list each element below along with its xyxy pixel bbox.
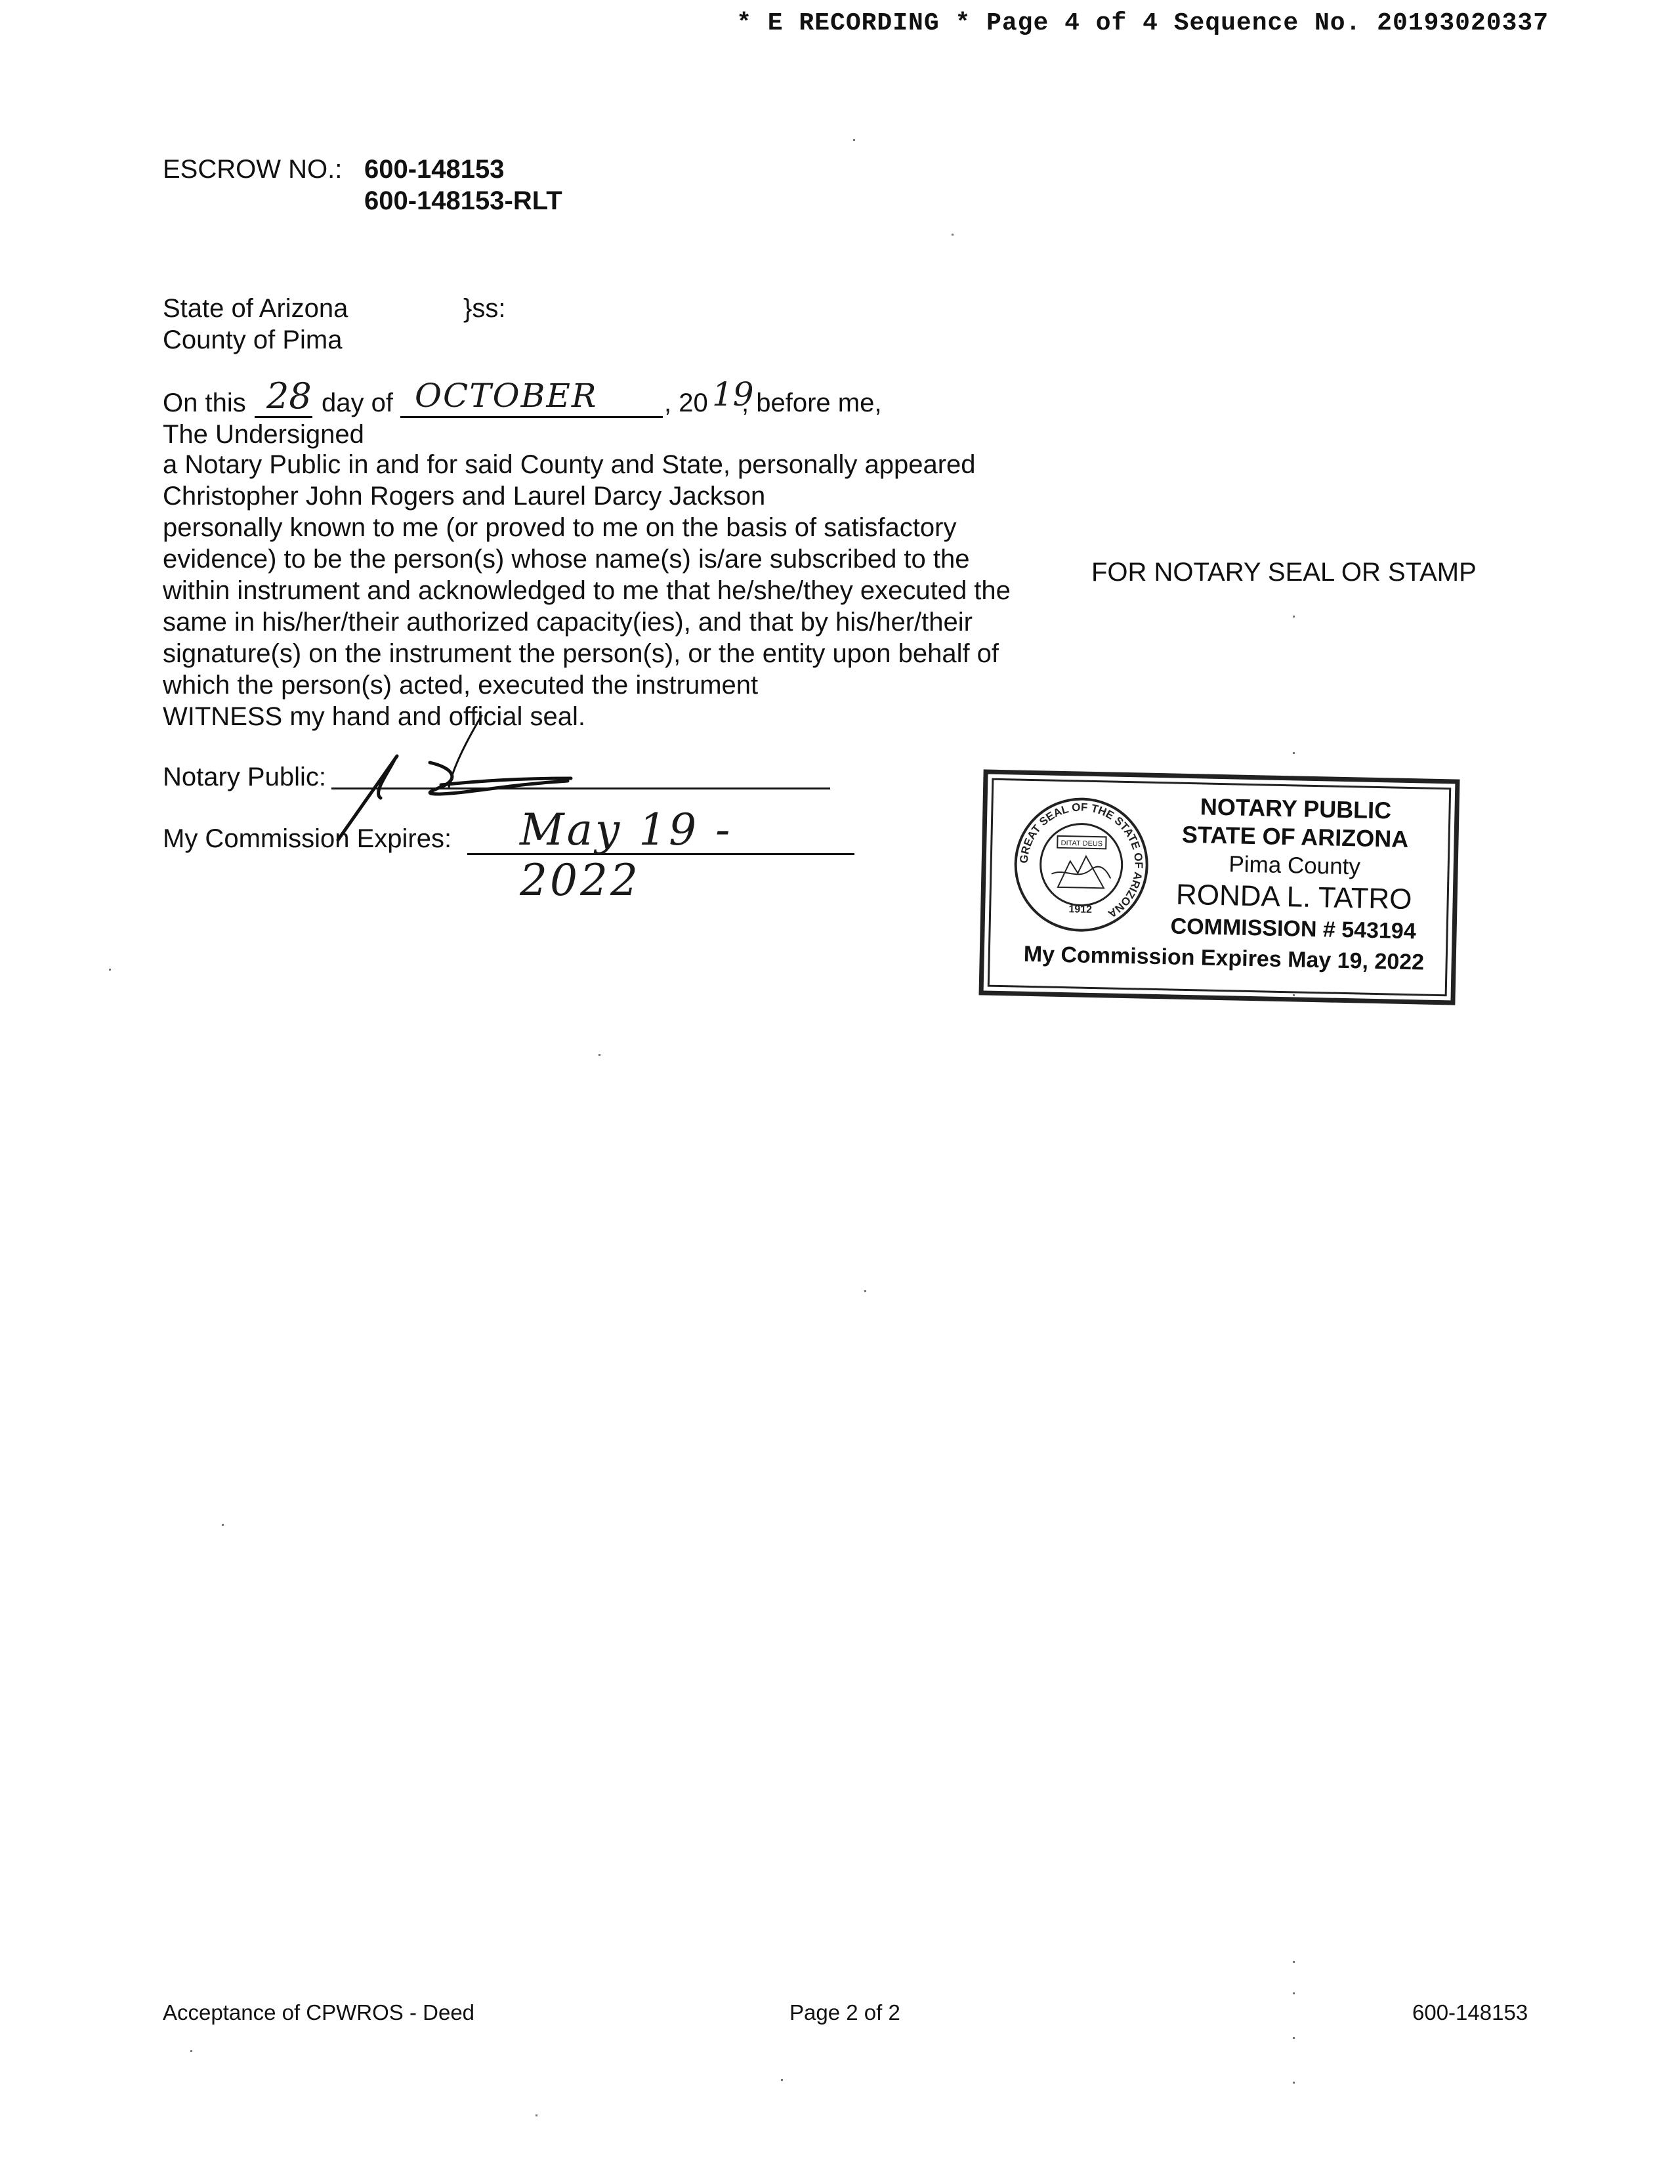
seal-ring-text: GREAT SEAL OF THE STATE OF ARIZONA bbox=[1017, 801, 1145, 921]
venue-state: State of Arizona bbox=[163, 294, 348, 323]
stamp-line-commission: COMMISSION # 543194 bbox=[1170, 914, 1417, 944]
scan-speck bbox=[864, 1290, 866, 1292]
scan-speck bbox=[109, 969, 111, 971]
acknowledgment-line: a Notary Public in and for said County and State, personally appeared bbox=[163, 450, 976, 479]
stamp-line-state: STATE OF ARIZONA bbox=[1181, 820, 1409, 853]
notary-public-label: Notary Public: bbox=[163, 763, 326, 791]
recording-header: * E RECORDING * Page 4 of 4 Sequence No. 20193020337 bbox=[736, 9, 1549, 37]
state-seal-icon bbox=[1011, 794, 1151, 934]
scan-speck bbox=[853, 139, 855, 141]
notary-stamp bbox=[978, 769, 1460, 1005]
scan-speck bbox=[1293, 1961, 1295, 1963]
stamp-line-county: Pima County bbox=[1228, 851, 1361, 880]
scan-speck bbox=[598, 1054, 600, 1056]
escrow-number-2: 600-148153-RLT bbox=[364, 186, 562, 215]
seal-year: 1912 bbox=[1068, 904, 1093, 915]
scan-speck bbox=[781, 2079, 783, 2081]
year-prefix: , 20 bbox=[664, 388, 708, 417]
witness-line: WITNESS my hand and official seal. bbox=[163, 702, 585, 731]
day-of-text: day of bbox=[322, 388, 393, 417]
acknowledgment-line: which the person(s) acted, executed the instrument bbox=[163, 671, 759, 700]
before-me-text: , before me, bbox=[742, 388, 882, 417]
stamp-line-expires: My Commission Expires May 19, 2022 bbox=[1023, 941, 1425, 975]
stamp-text-block bbox=[1162, 792, 1427, 946]
stamp-line-notary-public: NOTARY PUBLIC bbox=[1200, 793, 1392, 824]
escrow-number-1: 600-148153 bbox=[364, 155, 505, 184]
scan-speck bbox=[952, 234, 954, 236]
year-handwritten: 19 bbox=[712, 375, 754, 413]
acknowledgment-line: personally known to me (or proved to me on the basis of satisfactory bbox=[163, 513, 957, 542]
year-blank bbox=[711, 375, 754, 416]
footer-left: Acceptance of CPWROS - Deed bbox=[163, 2000, 475, 2025]
venue-county: County of Pima bbox=[163, 326, 343, 354]
scan-speck bbox=[1293, 2037, 1295, 2039]
acknowledgment-line: signature(s) on the instrument the person(s), or the entity upon behalf of bbox=[163, 639, 999, 668]
month-blank bbox=[400, 377, 663, 418]
on-this-text: On this bbox=[163, 388, 246, 417]
scan-speck bbox=[222, 1524, 224, 1526]
venue-ss: }ss: bbox=[463, 294, 506, 323]
footer-center: Page 2 of 2 bbox=[789, 2000, 900, 2025]
scan-speck bbox=[1293, 616, 1295, 618]
acknowledgment-line: same in his/her/their authorized capacity(ies), and that by his/her/their bbox=[163, 608, 973, 637]
commission-label: My Commission Expires: bbox=[163, 824, 452, 853]
scan-speck bbox=[1293, 994, 1295, 996]
seal-area-label: FOR NOTARY SEAL OR STAMP bbox=[1091, 558, 1477, 587]
escrow-label: ESCROW NO.: bbox=[163, 155, 343, 184]
scan-speck bbox=[1293, 752, 1295, 754]
seal-motto: DITAT DEUS bbox=[1060, 839, 1103, 849]
scan-speck bbox=[1293, 1992, 1295, 1994]
footer-right: 600-148153 bbox=[1412, 2000, 1528, 2025]
scan-speck bbox=[1293, 2082, 1295, 2084]
month-handwritten: OCTOBER bbox=[415, 377, 598, 415]
acknowledgment-line: within instrument and acknowledged to me that he/she/they executed the bbox=[163, 576, 1011, 605]
stamp-line-name: RONDA L. TATRO bbox=[1175, 878, 1412, 916]
day-handwritten: 28 bbox=[266, 375, 312, 417]
scan-speck bbox=[190, 2050, 192, 2052]
acknowledgment-line: Christopher John Rogers and Laurel Darcy Jackson bbox=[163, 482, 766, 511]
commission-handwritten: May 19 - 2022 bbox=[520, 805, 733, 906]
commission-line bbox=[467, 805, 854, 906]
acknowledgment-body bbox=[163, 449, 1011, 732]
scan-speck bbox=[536, 2114, 537, 2116]
officer-name: The Undersigned bbox=[163, 420, 364, 449]
day-blank bbox=[255, 375, 312, 418]
acknowledgment-line: evidence) to be the person(s) whose name(s) is/are subscribed to the bbox=[163, 545, 970, 574]
